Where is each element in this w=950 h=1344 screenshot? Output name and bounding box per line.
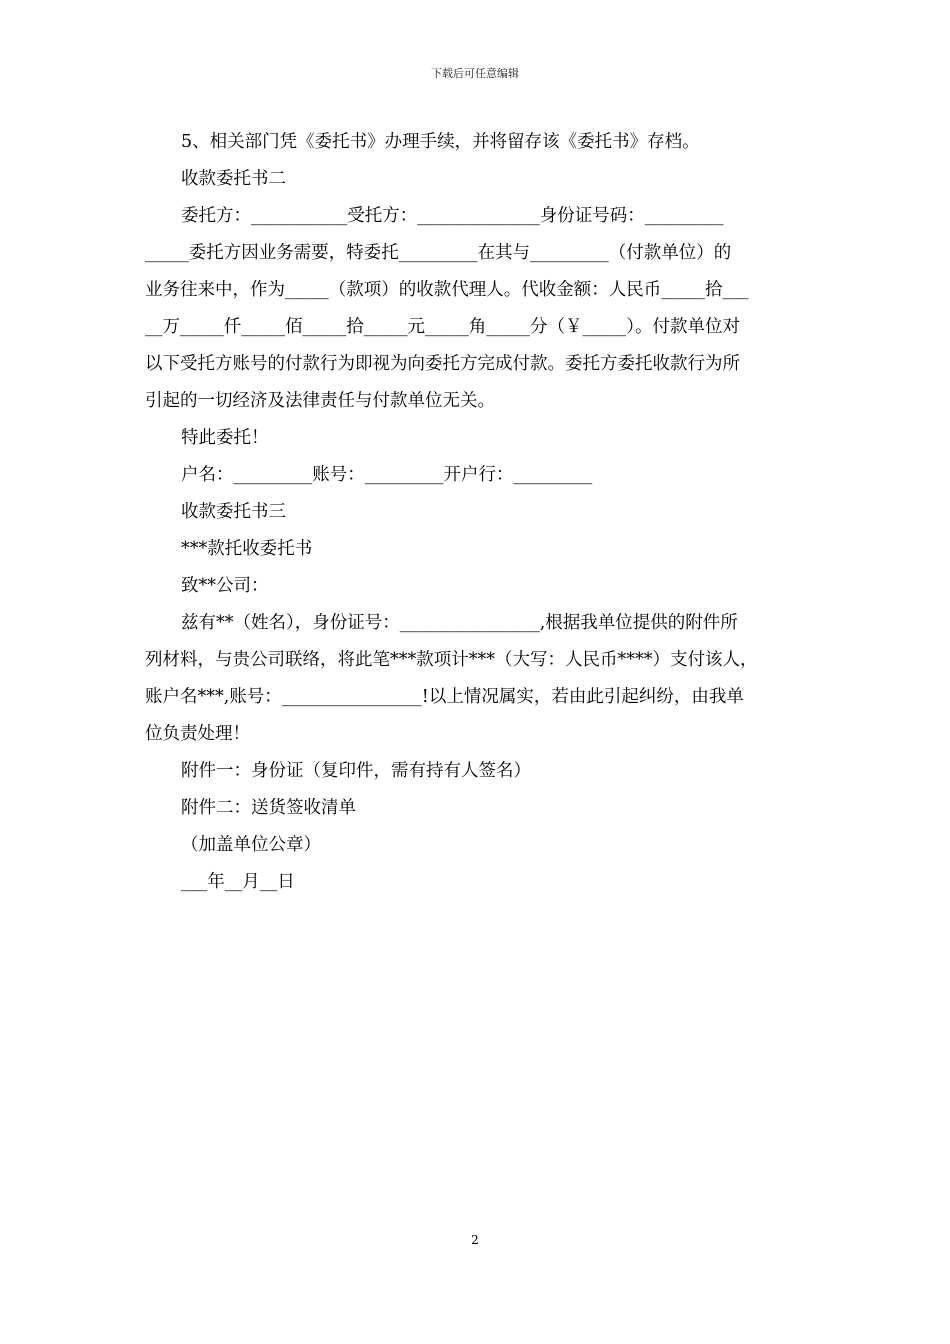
paragraph-line: 位负责处理！ bbox=[145, 724, 250, 744]
date-line: ___年__月__日 bbox=[181, 872, 295, 892]
paragraph-line: 特此委托！ bbox=[181, 428, 269, 448]
page-header: 下载后可任意编辑 bbox=[431, 67, 519, 80]
section-title: 收款委托书三 bbox=[181, 502, 286, 522]
paragraph-line: 5、相关部门凭《委托书》办理手续，并将留存该《委托书》存档。 bbox=[181, 132, 700, 152]
paragraph-line: 账户名***,账号：________________!以上情况属实，若由此引起纠纷，由我单 bbox=[145, 687, 744, 707]
paragraph-line: 委托方：___________受托方：______________身份证号码：_________ bbox=[181, 206, 724, 226]
salutation: 致**公司： bbox=[181, 576, 269, 596]
paragraph-line: 兹有**（姓名），身份证号：________________,根据我单位提供的附件所 bbox=[181, 613, 738, 633]
paragraph-line: 列材料，与贵公司联络，将此笔***款项计***（大写：人民币****）支付该人， bbox=[145, 650, 758, 670]
paragraph-line: _____委托方因业务需要，特委托_________在其与_________（付款单位）的 bbox=[145, 243, 732, 263]
paragraph-line: 业务往来中，作为_____（款项）的收款代理人。代收金额：人民币_____拾___ bbox=[145, 280, 749, 300]
document-title: ***款托收委托书 bbox=[181, 539, 313, 559]
seal-note: （加盖单位公章） bbox=[181, 835, 321, 855]
paragraph-line: 以下受托方账号的付款行为即视为向委托方完成付款。委托方委托收款行为所 bbox=[145, 354, 740, 374]
page-number: 2 bbox=[471, 1233, 479, 1247]
paragraph-line: 户名：_________账号：_________开户行：_________ bbox=[181, 465, 593, 485]
attachment-line: 附件一：身份证（复印件，需有持有人签名） bbox=[181, 761, 531, 781]
attachment-line: 附件二：送货签收清单 bbox=[181, 798, 356, 818]
paragraph-line: 引起的一切经济及法律责任与付款单位无关。 bbox=[145, 391, 495, 411]
document-body bbox=[145, 124, 810, 901]
section-title: 收款委托书二 bbox=[181, 169, 286, 189]
paragraph-line: __万_____仟_____佰_____拾_____元_____角_____分（￥_____）。付款单位对 bbox=[145, 317, 740, 337]
